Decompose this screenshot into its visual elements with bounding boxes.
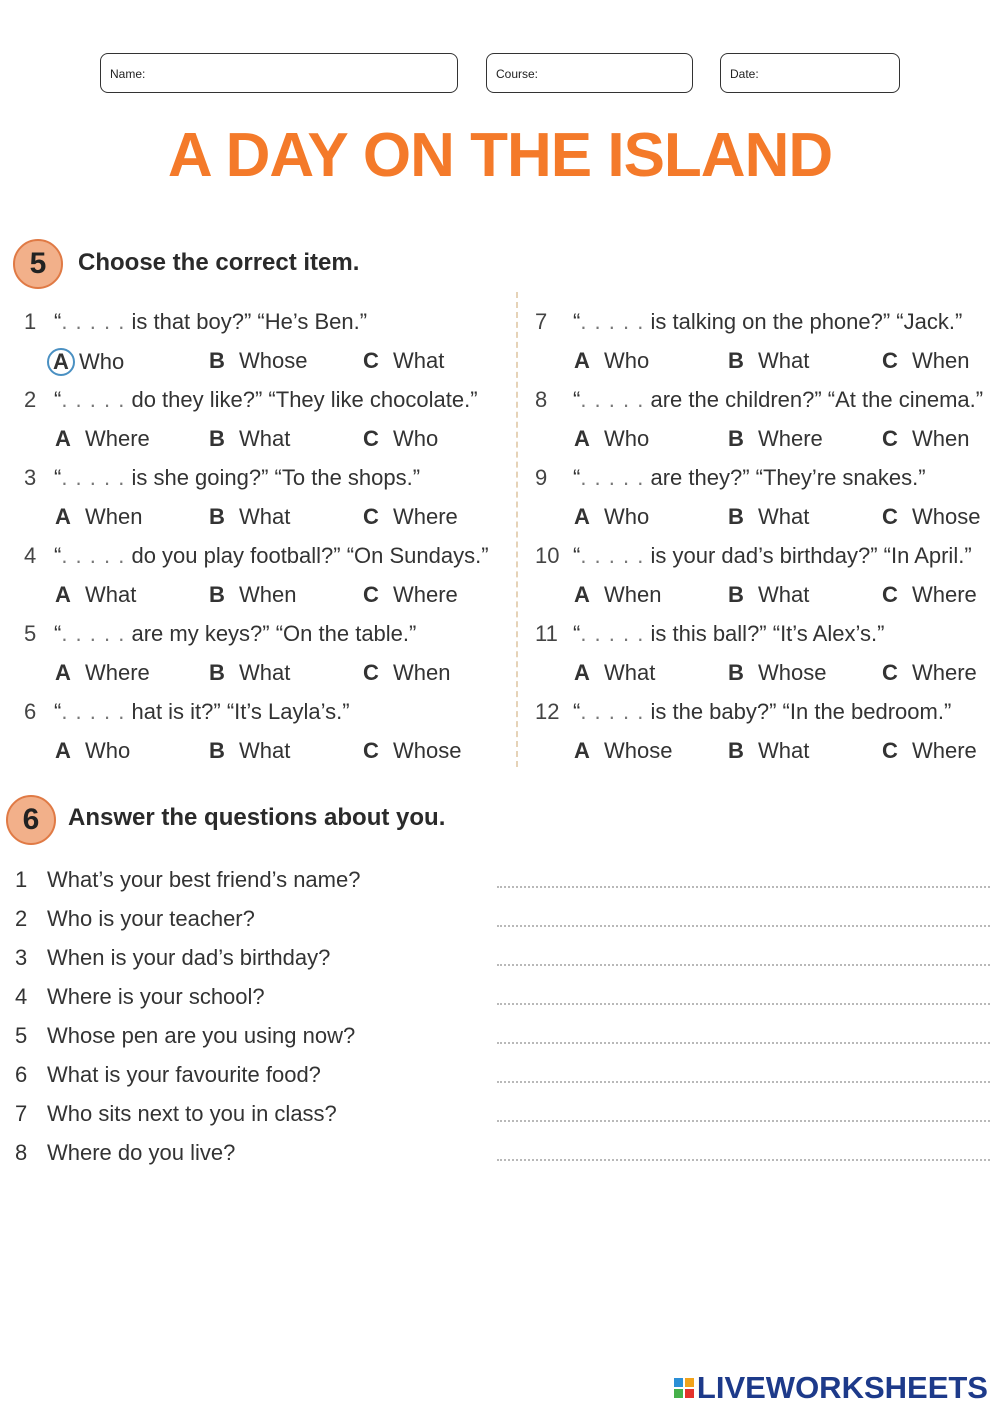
answer-blank[interactable]: . . . . . [61,309,126,334]
option-c[interactable] [882,582,977,608]
question-number: 3 [24,465,37,490]
question-line [535,621,995,651]
question-line [535,465,995,495]
option-letter: A [55,426,71,451]
option-a[interactable] [574,426,649,452]
options-row [574,348,994,378]
option-letter: B [209,660,225,685]
option-word: What [393,348,445,373]
question-prompt: hat is it?” “It’s Layla’s.” [131,699,350,724]
option-letter: A [47,348,75,376]
question-line [24,387,514,417]
question-number: 2 [24,387,37,412]
option-a[interactable] [55,504,142,530]
answer-line[interactable] [497,1042,990,1044]
option-letter: B [209,426,225,451]
option-word: When [393,660,451,685]
option-b[interactable] [728,426,823,452]
answer-blank[interactable]: . . . . . [580,465,645,490]
answer-question [15,1023,355,1049]
option-a[interactable] [55,348,124,376]
date-label: Date: [730,67,759,81]
answer-question [15,945,330,971]
option-letter: B [728,582,744,607]
question-number: 11 [535,621,558,646]
open-quote: “ [54,465,62,490]
option-word: When [85,504,143,529]
options-row [55,504,475,534]
option-word: When [912,426,970,451]
option-letter: C [363,738,379,763]
answer-blank[interactable]: . . . . . [580,387,645,412]
question-prompt: is the baby?” “In the bedroom.” [650,699,952,724]
option-word: Where [85,660,150,685]
option-word: Whose [912,504,981,529]
question-number: 7 [15,1101,28,1126]
option-b[interactable] [209,348,307,374]
option-letter: A [574,738,590,763]
option-letter: B [728,426,744,451]
question-text [54,309,367,335]
option-c[interactable] [363,582,458,608]
option-word: Who [604,348,650,373]
open-quote: “ [54,387,62,412]
options-row [55,348,475,378]
answer-question [15,906,255,932]
option-letter: C [363,660,379,685]
option-b[interactable] [728,738,809,764]
question-text: Who sits next to you in class? [47,1101,337,1126]
question-text [54,465,420,491]
option-b[interactable] [728,660,826,686]
option-c[interactable] [363,738,461,764]
answer-blank[interactable]: . . . . . [61,699,126,724]
answer-blank[interactable]: . . . . . [61,621,126,646]
question-text: When is your dad’s birthday? [47,945,331,970]
answer-question [15,984,265,1010]
question-number: 6 [15,1062,28,1087]
option-c[interactable] [363,348,444,374]
option-word: What [239,660,291,685]
question-line [535,387,995,417]
open-quote: “ [54,699,62,724]
question-text: Where is your school? [47,984,265,1009]
option-word: Whose [604,738,673,763]
option-c[interactable] [882,348,969,374]
option-word: What [758,348,810,373]
option-letter: B [209,504,225,529]
option-b[interactable] [728,504,809,530]
option-letter: B [209,738,225,763]
question-number: 1 [24,309,37,334]
open-quote: “ [573,543,581,568]
option-c[interactable] [363,426,438,452]
question-prompt: are they?” “They’re snakes.” [650,465,926,490]
question-text [573,465,926,491]
option-b[interactable] [728,582,809,608]
option-letter: C [882,348,898,373]
question-number: 7 [535,309,548,334]
answer-blank[interactable]: . . . . . [61,543,126,568]
question-line [535,699,995,729]
question-number: 3 [15,945,28,970]
question-number: 5 [15,1023,28,1048]
question-prompt: is that boy?” “He’s Ben.” [131,309,368,334]
option-word: When [604,582,662,607]
worksheet-title: A DAY ON THE ISLAND [167,121,833,190]
question-number: 1 [15,867,28,892]
option-letter: A [55,660,71,685]
section-6-badge: 6 [6,795,56,845]
option-letter: C [363,504,379,529]
option-word: Whose [239,348,308,373]
column-divider [516,292,518,767]
option-word: When [912,348,970,373]
option-word: What [758,738,810,763]
course-label: Course: [496,67,539,81]
options-row [574,738,994,768]
question-prompt: are my keys?” “On the table.” [131,621,417,646]
option-letter: B [728,738,744,763]
answer-line[interactable] [497,1081,990,1083]
option-c[interactable] [882,426,969,452]
course-field[interactable] [486,53,693,93]
question-number: 5 [24,621,37,646]
options-row [55,738,475,768]
question-line [24,699,514,729]
question-text [573,309,962,335]
option-letter: A [574,504,590,529]
section-5-badge: 5 [13,239,63,289]
option-word: Where [393,582,458,607]
option-letter: C [882,504,898,529]
open-quote: “ [54,621,62,646]
answer-question [15,1140,235,1166]
question-number: 4 [15,984,28,1009]
option-letter: C [363,348,379,373]
option-letter: C [882,426,898,451]
open-quote: “ [54,309,62,334]
option-word: Who [604,426,650,451]
question-text [573,699,951,725]
question-text: What’s your best friend’s name? [47,867,361,892]
open-quote: “ [573,699,581,724]
option-letter: B [728,504,744,529]
option-letter: C [882,738,898,763]
option-letter: A [574,426,590,451]
option-word: Who [604,504,650,529]
name-field[interactable] [100,53,458,93]
question-line [535,543,995,573]
question-text [573,621,884,647]
answer-line[interactable] [497,886,990,888]
option-word: What [604,660,656,685]
options-row [574,660,994,690]
option-c[interactable] [363,660,450,686]
answer-blank[interactable]: . . . . . [580,621,645,646]
liveworksheets-logo [674,1370,988,1406]
option-b[interactable] [209,582,296,608]
answer-line[interactable] [497,925,990,927]
question-line [24,465,514,495]
question-text: Whose pen are you using now? [47,1023,356,1048]
question-text [54,543,489,569]
question-prompt: is this ball?” “It’s Alex’s.” [650,621,885,646]
option-a[interactable] [574,504,649,530]
option-letter: A [574,582,590,607]
option-b[interactable] [728,348,809,374]
option-word: Where [912,582,977,607]
option-c[interactable] [363,504,458,530]
option-word: When [239,582,297,607]
answer-question [15,867,360,893]
question-number: 8 [535,387,548,412]
question-number: 2 [15,906,28,931]
options-row [55,660,475,690]
question-text [54,387,478,413]
option-word: Where [85,426,150,451]
question-text [573,387,983,413]
date-field[interactable] [720,53,900,93]
question-number: 10 [535,543,560,568]
option-word: What [758,504,810,529]
question-number: 9 [535,465,548,490]
answer-blank[interactable]: . . . . . [61,387,126,412]
options-row [574,426,994,456]
question-line [24,543,514,573]
question-text: What is your favourite food? [47,1062,321,1087]
answer-blank[interactable]: . . . . . [580,699,645,724]
option-a[interactable] [574,582,661,608]
options-row [55,582,475,612]
option-letter: A [574,660,590,685]
options-row [574,582,994,612]
question-prompt: is she going?” “To the shops.” [131,465,421,490]
option-letter: C [882,582,898,607]
question-prompt: is your dad’s birthday?” “In April.” [650,543,972,568]
question-prompt: do you play football?” “On Sundays.” [131,543,489,568]
question-prompt: are the children?” “At the cinema.” [650,387,984,412]
option-letter: C [363,582,379,607]
answer-line[interactable] [497,1120,990,1122]
option-letter: B [209,582,225,607]
open-quote: “ [573,465,581,490]
option-word: Where [912,660,977,685]
question-text [54,621,416,647]
option-a[interactable] [574,348,649,374]
option-b[interactable] [209,738,290,764]
options-row [55,426,475,456]
section-5-heading: Choose the correct item. [78,249,360,276]
question-text: Who is your teacher? [47,906,255,931]
question-number: 4 [24,543,37,568]
option-b[interactable] [209,426,290,452]
question-line [535,309,995,339]
option-c[interactable] [882,660,977,686]
option-word: Where [393,504,458,529]
option-word: What [239,504,291,529]
open-quote: “ [573,621,581,646]
option-word: Whose [758,660,827,685]
section-6-heading: Answer the questions about you. [68,804,446,831]
option-word: Whose [393,738,462,763]
answer-blank[interactable]: . . . . . [580,543,645,568]
open-quote: “ [573,387,581,412]
answer-blank[interactable]: . . . . . [61,465,126,490]
question-number: 6 [24,699,37,724]
question-text [573,543,972,569]
option-letter: A [55,504,71,529]
option-word: Where [912,738,977,763]
option-word: What [85,582,137,607]
option-letter: B [728,348,744,373]
answer-question [15,1062,321,1088]
liveworksheets-grid-icon [674,1378,694,1398]
question-prompt: is talking on the phone?” “Jack.” [650,309,963,334]
question-text [54,699,350,725]
option-word: Where [758,426,823,451]
answer-line[interactable] [497,1003,990,1005]
option-a[interactable] [55,582,136,608]
question-prompt: do they like?” “They like chocolate.” [131,387,478,412]
option-word: What [239,426,291,451]
option-b[interactable] [209,504,290,530]
option-a[interactable] [55,738,130,764]
option-a[interactable] [55,426,150,452]
open-quote: “ [54,543,62,568]
option-word: Who [393,426,439,451]
option-a[interactable] [574,660,655,686]
question-text: Where do you live? [47,1140,236,1165]
question-line [24,309,514,339]
answer-blank[interactable]: . . . . . [580,309,645,334]
options-row [574,504,994,534]
option-word: Who [85,738,131,763]
option-letter: C [363,426,379,451]
answer-question [15,1101,337,1127]
option-word: What [239,738,291,763]
option-letter: C [882,660,898,685]
question-number: 8 [15,1140,28,1165]
question-number: 12 [535,699,560,724]
option-c[interactable] [882,504,980,530]
option-letter: B [209,348,225,373]
option-c[interactable] [882,738,977,764]
option-letter: A [574,348,590,373]
option-a[interactable] [574,738,672,764]
name-label: Name: [110,67,146,81]
question-line [24,621,514,651]
option-word: Who [79,349,125,374]
open-quote: “ [573,309,581,334]
option-letter: A [55,738,71,763]
answer-line[interactable] [497,1159,990,1161]
answer-line[interactable] [497,964,990,966]
logo-text: LIVEWORKSHEETS [696,1370,988,1405]
option-b[interactable] [209,660,290,686]
option-letter: A [55,582,71,607]
option-word: What [758,582,810,607]
option-a[interactable] [55,660,150,686]
option-letter: B [728,660,744,685]
